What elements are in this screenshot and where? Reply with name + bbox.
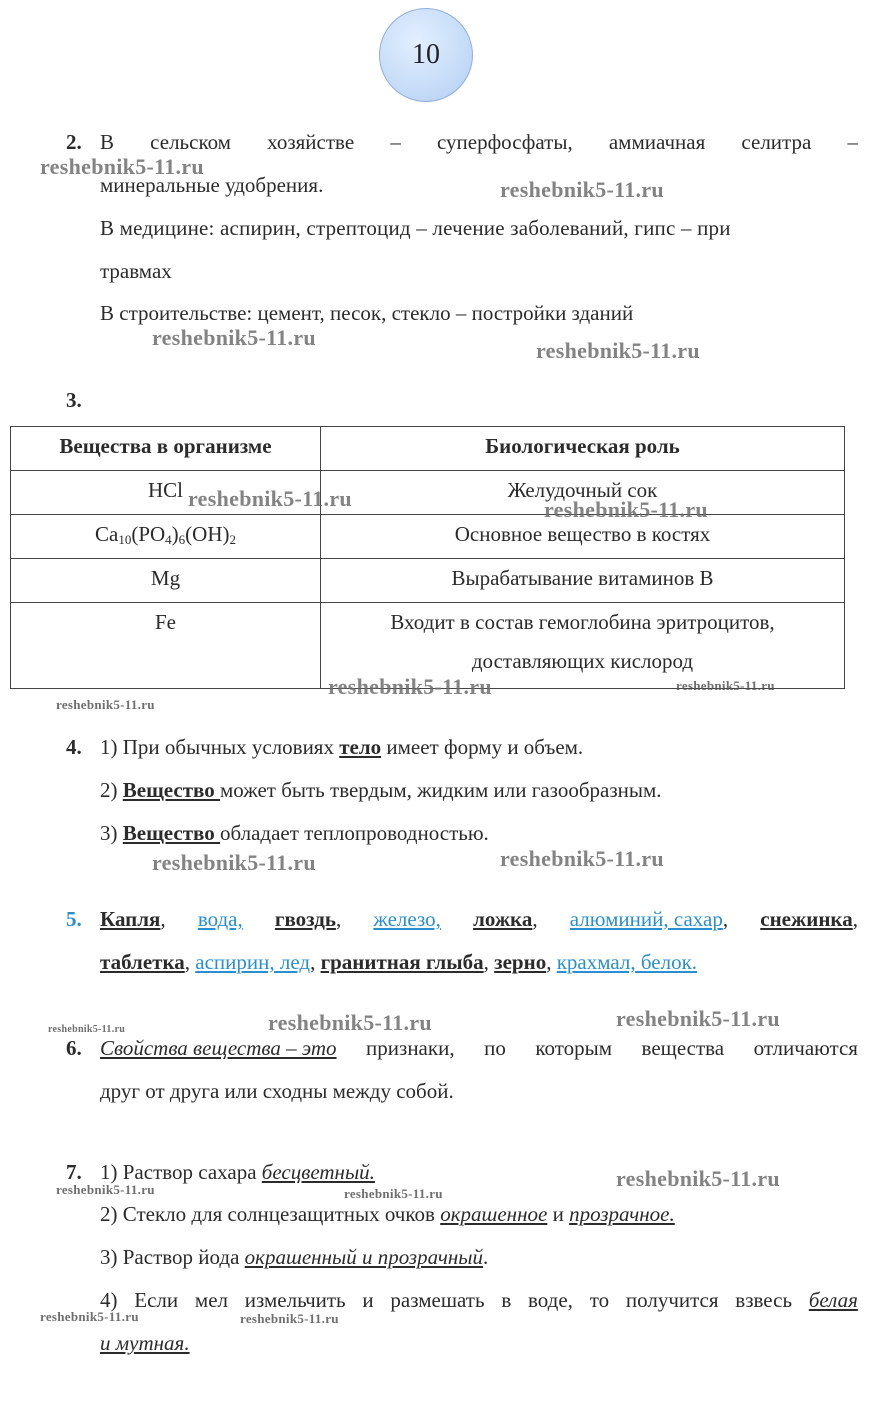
watermark: reshebnik5-11.ru: [48, 1024, 126, 1035]
formula-hcl: HCl: [147, 478, 183, 502]
role-cell: Желудочный сок: [321, 471, 845, 515]
q2-medicine-cont: травмах: [100, 259, 172, 283]
watermark: reshebnik5-11.ru: [240, 1311, 339, 1326]
q7-text: 1) Раствор сахара: [100, 1160, 262, 1184]
q5-body-word: гранитная глыба: [320, 950, 484, 974]
q4-text: 1) При обычных условиях: [100, 735, 340, 759]
q7-word: 4): [100, 1288, 118, 1312]
q5-comma: ,: [310, 950, 316, 974]
q5-comma: ,: [184, 950, 190, 974]
q7-answer: окрашенный и прозрачный: [244, 1245, 484, 1269]
q2-word: –: [390, 130, 401, 154]
q7-item-4-cont: [100, 1331, 190, 1356]
q7-word: получится: [625, 1288, 719, 1312]
q6-number: 6.: [66, 1036, 82, 1060]
role-text-cont: доставляющих кислород: [471, 649, 694, 673]
substance-cell: Mg: [11, 559, 321, 603]
watermark: reshebnik5-11.ru: [56, 1182, 155, 1197]
q5-body-word: гвоздь: [274, 907, 336, 931]
q7-answer: и мутная.: [100, 1331, 190, 1355]
watermark: reshebnik5-11.ru: [616, 1006, 780, 1031]
table-row: [11, 515, 845, 559]
q2-word: –: [847, 130, 858, 154]
formula-subscript: 2: [229, 532, 236, 547]
formula-part: Ca: [95, 522, 119, 546]
q5-group: [473, 907, 538, 932]
q6-word: признаки,: [366, 1036, 455, 1060]
q2-line1: [100, 130, 858, 155]
q2-word: аммиачная: [608, 130, 706, 154]
q4-item-1: [100, 735, 583, 760]
q5-body-word: снежинка: [760, 907, 853, 931]
q4-text: 2): [100, 778, 123, 802]
q5-comma: ,: [852, 907, 858, 931]
q2-word: хозяйстве: [267, 130, 355, 154]
role-cell: Вырабатывание витаминов В: [321, 559, 845, 603]
watermark: reshebnik5-11.ru: [676, 678, 775, 693]
q7-text: .: [483, 1245, 489, 1269]
table-header-substance: Вещества в организме: [11, 427, 321, 471]
q4-text: имеет форму и объем.: [381, 735, 584, 759]
table-row: [11, 559, 845, 603]
q5-group: [275, 907, 341, 932]
q2-number: 2.: [66, 130, 82, 154]
q7-word: в: [501, 1288, 512, 1312]
q2-word: селитра: [741, 130, 812, 154]
q5-line1: [100, 907, 858, 932]
formula-part: (PO: [131, 522, 166, 546]
watermark: reshebnik5-11.ru: [536, 338, 700, 363]
watermark: reshebnik5-11.ru: [344, 1186, 443, 1201]
q5-body-word: ложка: [473, 907, 533, 931]
q6-word: отличаются: [753, 1036, 858, 1060]
watermark: reshebnik5-11.ru: [188, 486, 352, 511]
watermark: reshebnik5-11.ru: [500, 846, 664, 871]
q5-line2: [100, 950, 697, 975]
q6-word: которым: [535, 1036, 613, 1060]
q5-comma: ,: [546, 950, 552, 974]
q7-text: 2) Стекло для солнцезащитных очков: [100, 1202, 441, 1226]
substance-cell: [11, 515, 321, 559]
q4-key-word: Вещество: [122, 778, 220, 802]
q2-medicine-line: В медицине: аспирин, стрептоцид – лечение заболеваний, гипс – при: [100, 216, 731, 240]
q5-comma: ,: [160, 907, 166, 931]
q4-text: обладает теплопроводностью.: [219, 821, 489, 845]
q7-item-4: [100, 1288, 858, 1313]
q5-substance-word: вода,: [197, 907, 243, 931]
q4-key-word: Вещество: [122, 821, 220, 845]
watermark: reshebnik5-11.ru: [500, 177, 664, 202]
watermark: reshebnik5-11.ru: [40, 1309, 139, 1324]
q4-number: 4.: [66, 735, 82, 759]
watermark: reshebnik5-11.ru: [56, 697, 155, 712]
q2-word: В: [100, 130, 115, 154]
page-number-badge: [379, 8, 473, 102]
role-text: Входит в состав гемоглобина эритроцитов,: [390, 610, 775, 634]
q7-word: мел: [194, 1288, 228, 1312]
q7-word: и: [362, 1288, 374, 1312]
q2-line1-cont: минеральные удобрения.: [100, 173, 324, 197]
q5-number: 5.: [66, 907, 82, 931]
table-row: [11, 471, 845, 515]
formula-subscript: 6: [178, 532, 186, 547]
q5-body-word: зерно: [494, 950, 547, 974]
q4-key-word: тело: [339, 735, 382, 759]
q3-number: 3.: [66, 388, 82, 412]
q7-answer: белая: [808, 1288, 858, 1312]
q4-item-3: [100, 821, 489, 846]
q5-substance-word: крахмал, белок.: [556, 950, 698, 974]
q7-answer: прозрачное.: [569, 1202, 675, 1226]
q5-comma: ,: [532, 907, 538, 931]
q7-word: Если: [134, 1288, 179, 1312]
q7-word: размешать: [390, 1288, 485, 1312]
q5-comma: ,: [335, 907, 342, 931]
q4-text: 3): [100, 821, 123, 845]
q5-group: [760, 907, 858, 932]
q7-word: воде,: [528, 1288, 573, 1312]
watermark: reshebnik5-11.ru: [268, 1010, 432, 1035]
q5-substance-word: аспирин, лед: [195, 950, 311, 974]
q5-substance-word: алюминий, сахар: [569, 907, 723, 931]
watermark: reshebnik5-11.ru: [152, 325, 316, 350]
q7-number: 7.: [66, 1160, 82, 1184]
watermark: reshebnik5-11.ru: [328, 674, 492, 699]
q4-text: может быть твердым, жидким или газообразным.: [219, 778, 662, 802]
q6-line1: [100, 1036, 858, 1061]
q5-group: [100, 907, 166, 932]
q5-comma: ,: [483, 950, 489, 974]
substance-cell: Fe: [11, 603, 321, 689]
watermark: reshebnik5-11.ru: [544, 497, 708, 522]
q6-word: вещества: [641, 1036, 725, 1060]
q7-item-3: [100, 1245, 488, 1270]
formula-subscript: 4: [165, 532, 172, 547]
watermark: reshebnik5-11.ru: [152, 850, 316, 875]
role-cell: Основное вещество в костях: [321, 515, 845, 559]
q7-word: взвесь: [735, 1288, 793, 1312]
q5-body-word: Капля: [100, 907, 161, 931]
q2-construction-line: В строительстве: цемент, песок, стекло – постройки зданий: [100, 301, 634, 325]
q7-word: то: [589, 1288, 610, 1312]
q4-item-2: [100, 778, 662, 803]
q7-text: и: [547, 1202, 570, 1226]
q6-definition-term: Свойства вещества – это: [100, 1036, 337, 1060]
q7-word: измельчить: [244, 1288, 346, 1312]
formula-subscript: 10: [118, 532, 132, 547]
q2-word: суперфосфаты,: [436, 130, 573, 154]
q5-substance-word: железо,: [373, 907, 441, 931]
q5-body-word: таблетка: [100, 950, 185, 974]
formula-part: (OH): [185, 522, 230, 546]
q5-comma: ,: [722, 907, 729, 931]
q6-line2: друг от друга или сходны между собой.: [100, 1079, 454, 1103]
q2-word: сельском: [150, 130, 231, 154]
q7-answer: окрашенное: [440, 1202, 548, 1226]
page-number: 10: [412, 39, 440, 70]
table-header-role: Биологическая роль: [321, 427, 845, 471]
watermark: reshebnik5-11.ru: [616, 1166, 780, 1191]
q5-group: [570, 907, 728, 932]
q7-answer: бесцветный.: [261, 1160, 375, 1184]
biology-table: [10, 426, 845, 689]
q7-item-2: [100, 1202, 675, 1227]
watermark: reshebnik5-11.ru: [40, 154, 204, 179]
q7-text: 3) Раствор йода: [100, 1245, 245, 1269]
formula-part: ): [171, 522, 179, 546]
table-header-row: [11, 427, 845, 471]
q6-word: по: [484, 1036, 506, 1060]
